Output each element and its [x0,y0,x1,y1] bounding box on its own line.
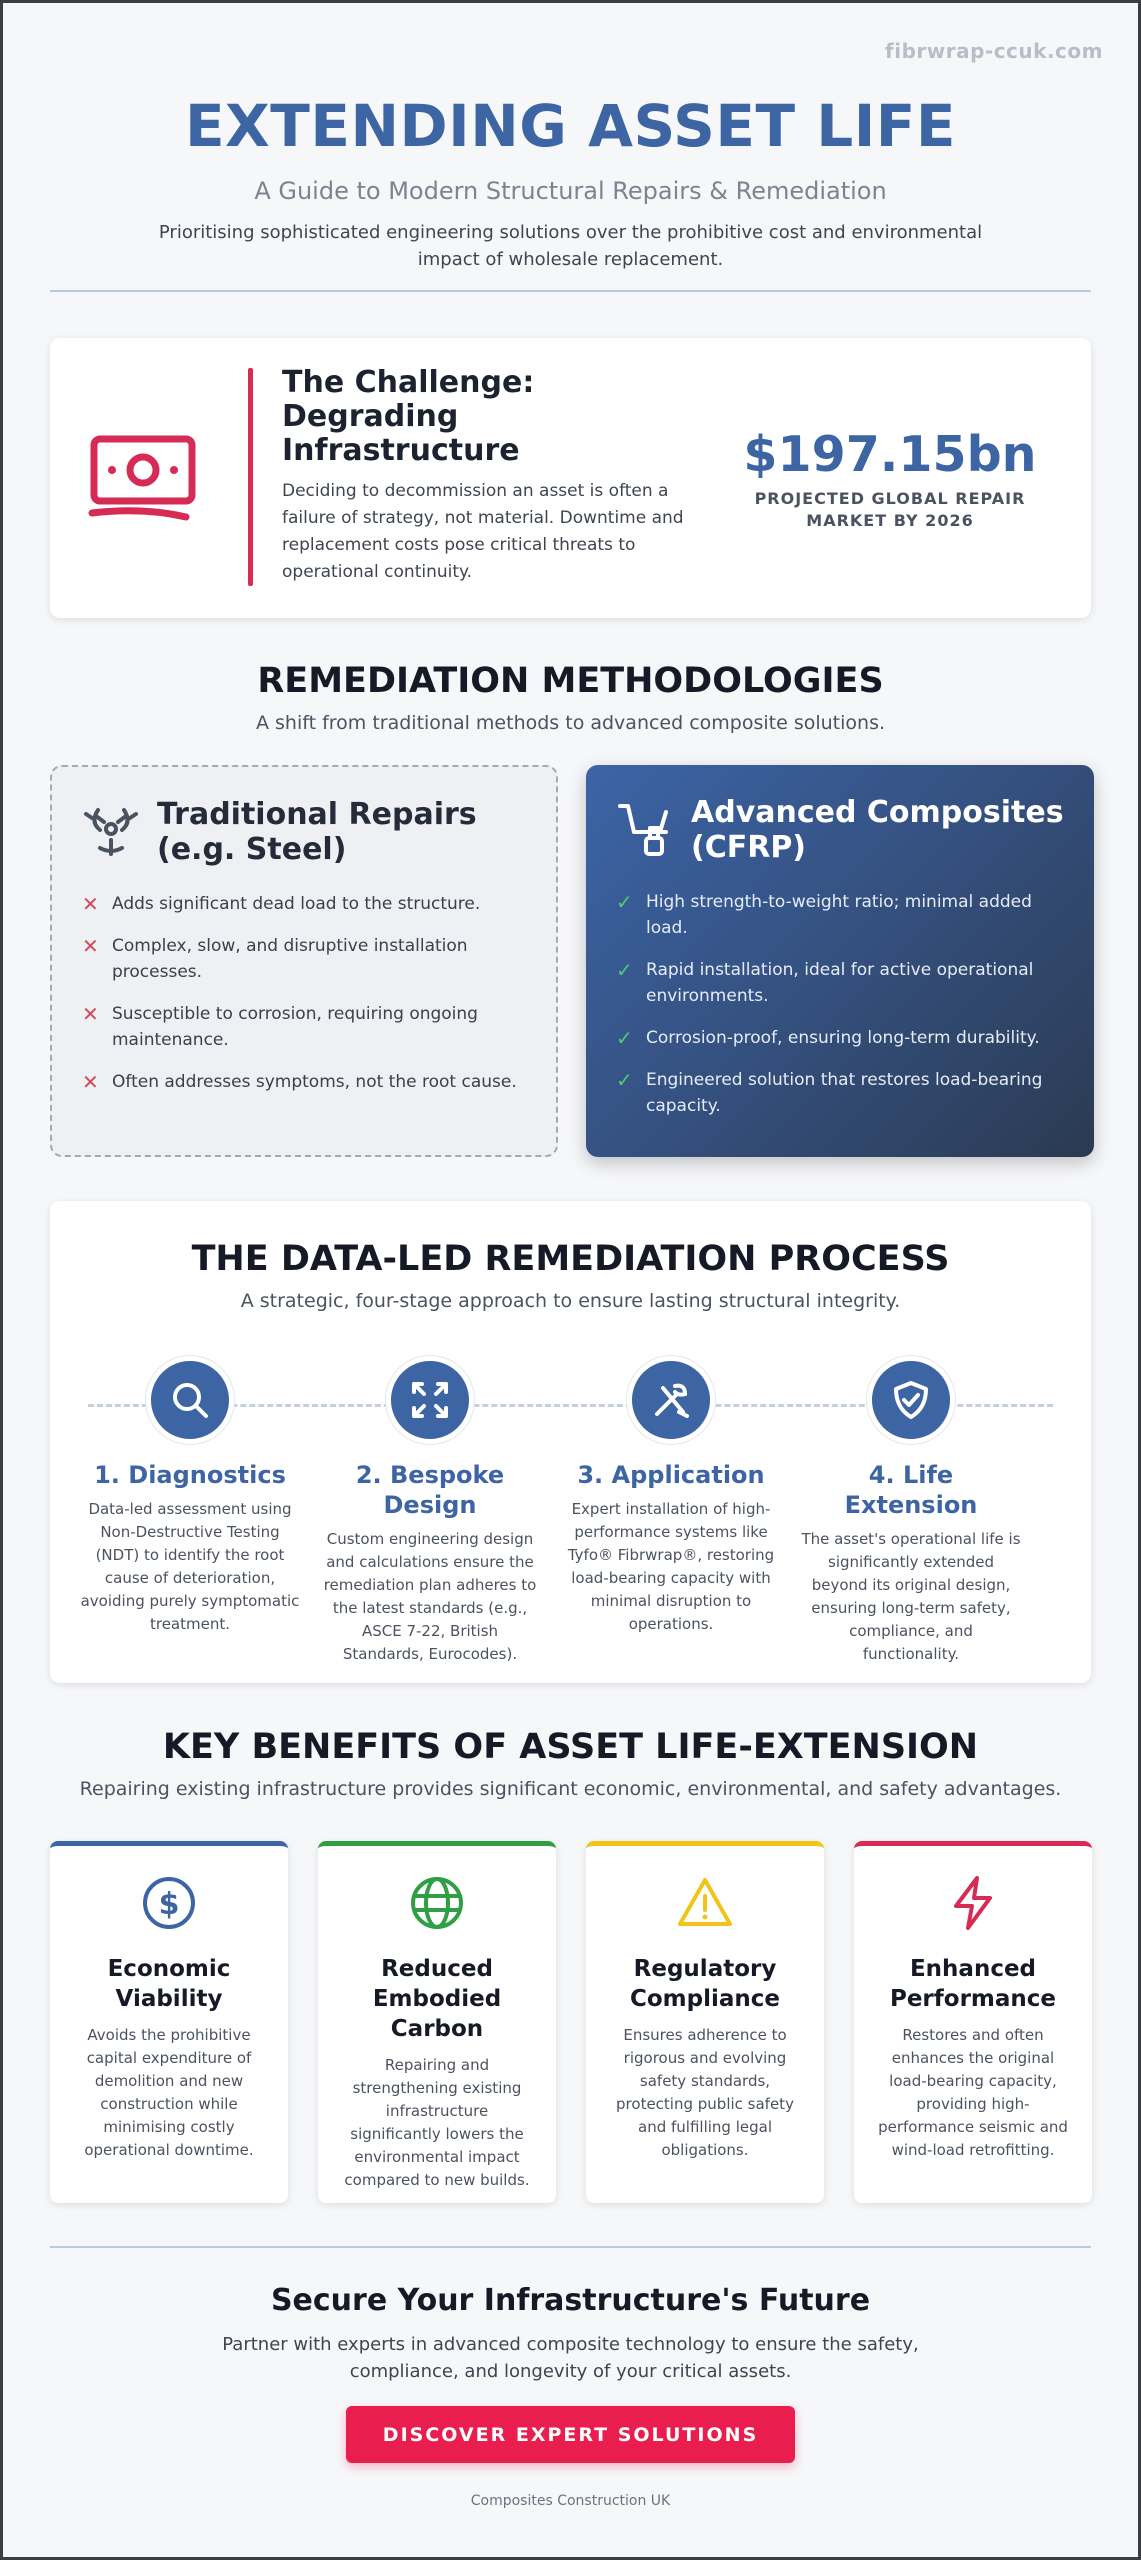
list-item: ✓ High strength-to-weight ratio; minimal added load. [616,890,1032,938]
list-item: ✕ Complex, slow, and disruptive installation processes. [82,934,468,982]
stat-label: PROJECTED GLOBAL REPAIR MARKET BY 2026 [754,489,1026,530]
list-item: ✕ Often addresses symptoms, not the root cause. [82,1070,517,1094]
benefits-heading [3,1725,1138,1803]
benefit-reduced-carbon [318,1841,556,2203]
step-life-extension [801,1356,1021,1666]
list-item: ✓ Corrosion-proof, ensuring long-term durability. [616,1026,1040,1050]
page [3,3,1138,2557]
list-item: ✕ Susceptible to corrosion, requiring ongoing maintenance. [82,1002,478,1050]
cross-icon: ✕ [82,934,99,958]
benefit-title: Economic Viability [107,1956,231,2012]
market-stat [730,426,1050,532]
benefit-text: Avoids the prohibitive capital expenditure of demolition and new construction while minimising costly operational downtime. [84,2026,254,2159]
search-icon [168,1378,212,1422]
page-title: EXTENDING ASSET LIFE [184,92,957,160]
benefit-title: Enhanced Performance [889,1956,1057,2012]
warning-icon [676,1874,734,1932]
money-icon [88,433,198,523]
site-domain: fibrwrap-ccuk.com [885,39,1103,63]
process-heading [50,1237,1091,1315]
stat-value: $197.15bn [743,426,1037,483]
benefit-title: Reduced Embodied Carbon [372,1956,502,2042]
cta-title: Secure Your Infrastructure's Future [270,2283,871,2318]
step-title: 1. Diagnostics [94,1461,286,1489]
svg-text:$: $ [158,1887,180,1922]
advanced-list [616,889,1066,1135]
methods-subtitle: A shift from traditional methods to advanced composite solutions. [255,712,886,734]
step-text: Custom engineering design and calculations ensure the remediation plan adheres to the latest standards (e.g., ASCE 7-22, British Standards, Eurocodes). [323,1530,537,1663]
traditional-repairs-card [50,765,558,1157]
composite-tool-icon [616,798,674,856]
cta-section [3,2281,1138,2385]
step-text: Data-led assessment using Non-Destructive Testing (NDT) to identify the root cause of deterioration, avoiding purely symptomatic treatment. [80,1500,300,1633]
benefits-subtitle: Repairing existing infrastructure provides significant economic, environmental, and safety advantages. [79,1778,1062,1800]
step-badge [627,1356,715,1444]
check-icon: ✓ [616,1068,633,1092]
tools-icon [649,1378,693,1422]
cta-text: Partner with experts in advanced composite technology to ensure the safety, compliance, and longevity of your critical assets. [222,2334,919,2382]
divider [50,2246,1091,2248]
discover-solutions-button[interactable]: DISCOVER EXPERT SOLUTIONS [346,2406,795,2463]
benefit-economic-viability [50,1841,288,2203]
hero [3,91,1138,273]
challenge-title: The Challenge: Degrading Infrastructure [282,365,535,468]
step-application [561,1356,781,1636]
cross-icon: ✕ [82,1002,99,1026]
page-subtitle: A Guide to Modern Structural Repairs & Remediation [254,177,887,205]
step-title: 4. Life Extension [844,1461,978,1519]
advanced-composites-card [586,765,1094,1157]
expand-icon [408,1378,452,1422]
shield-check-icon [889,1378,933,1422]
step-badge [867,1356,955,1444]
benefit-enhanced-performance [854,1841,1092,2203]
traditional-list [82,891,532,1111]
challenge-card [50,338,1091,618]
check-icon: ✓ [616,1026,633,1050]
step-badge [386,1356,474,1444]
cross-icon: ✕ [82,892,99,916]
step-bespoke-design [320,1356,540,1666]
methods-heading [3,659,1138,737]
biohazard-icon [82,800,140,858]
traditional-title: Traditional Repairs (e.g. Steel) [157,797,477,867]
benefit-title: Regulatory Compliance [629,1956,780,2012]
step-text: Expert installation of high-performance systems like Tyfo® Fibrwrap®, restoring load-bearing capacity with minimal disruption to operations. [567,1500,775,1633]
benefit-text: Restores and often enhances the original load-bearing capacity, providing high-performance seismic and wind-load retrofitting. [878,2026,1068,2159]
step-title: 2. Bespoke Design [355,1461,505,1519]
advanced-title: Advanced Composites (CFRP) [691,795,1064,865]
cross-icon: ✕ [82,1070,99,1094]
step-title: 3. Application [577,1461,765,1489]
benefits-title: KEY BENEFITS OF ASSET LIFE-EXTENSION [162,1727,979,1767]
hero-lead: Prioritising sophisticated engineering solutions over the prohibitive cost and environmental impact of wholesale replacement. [158,222,983,270]
check-icon: ✓ [616,958,633,982]
challenge-text: Deciding to decommission an asset is often a failure of strategy, not material. Downtime and replacement costs pose critical threats to operational continuity. [282,481,684,582]
list-item: ✕ Adds significant dead load to the structure. [82,892,481,916]
process-card [50,1201,1091,1683]
process-subtitle: A strategic, four-stage approach to ensure lasting structural integrity. [240,1290,901,1312]
step-text: The asset's operational life is significantly extended beyond its original design, ensuring long-term safety, compliance, and functionality. [801,1530,1021,1663]
globe-icon [408,1874,466,1932]
footer-text: Composites Construction UK [470,2493,671,2509]
dollar-icon [140,1874,198,1932]
benefit-regulatory-compliance [586,1841,824,2203]
step-badge [146,1356,234,1444]
step-diagnostics [80,1356,300,1636]
benefit-text: Repairing and strengthening existing infrastructure significantly lowers the environmental impact compared to new builds. [344,2056,530,2189]
methods-title: REMEDIATION METHODOLOGIES [257,661,884,701]
benefit-text: Ensures adherence to rigorous and evolving safety standards, protecting public safety and fulfilling legal obligations. [616,2026,794,2159]
check-icon: ✓ [616,890,633,914]
list-item: ✓ Rapid installation, ideal for active operational environments. [616,958,1034,1006]
process-title: THE DATA-LED REMEDIATION PROCESS [191,1239,950,1279]
accent-bar [248,368,253,586]
divider [50,290,1091,292]
list-item: ✓ Engineered solution that restores load-bearing capacity. [616,1068,1043,1116]
lightning-icon [944,1874,1002,1932]
